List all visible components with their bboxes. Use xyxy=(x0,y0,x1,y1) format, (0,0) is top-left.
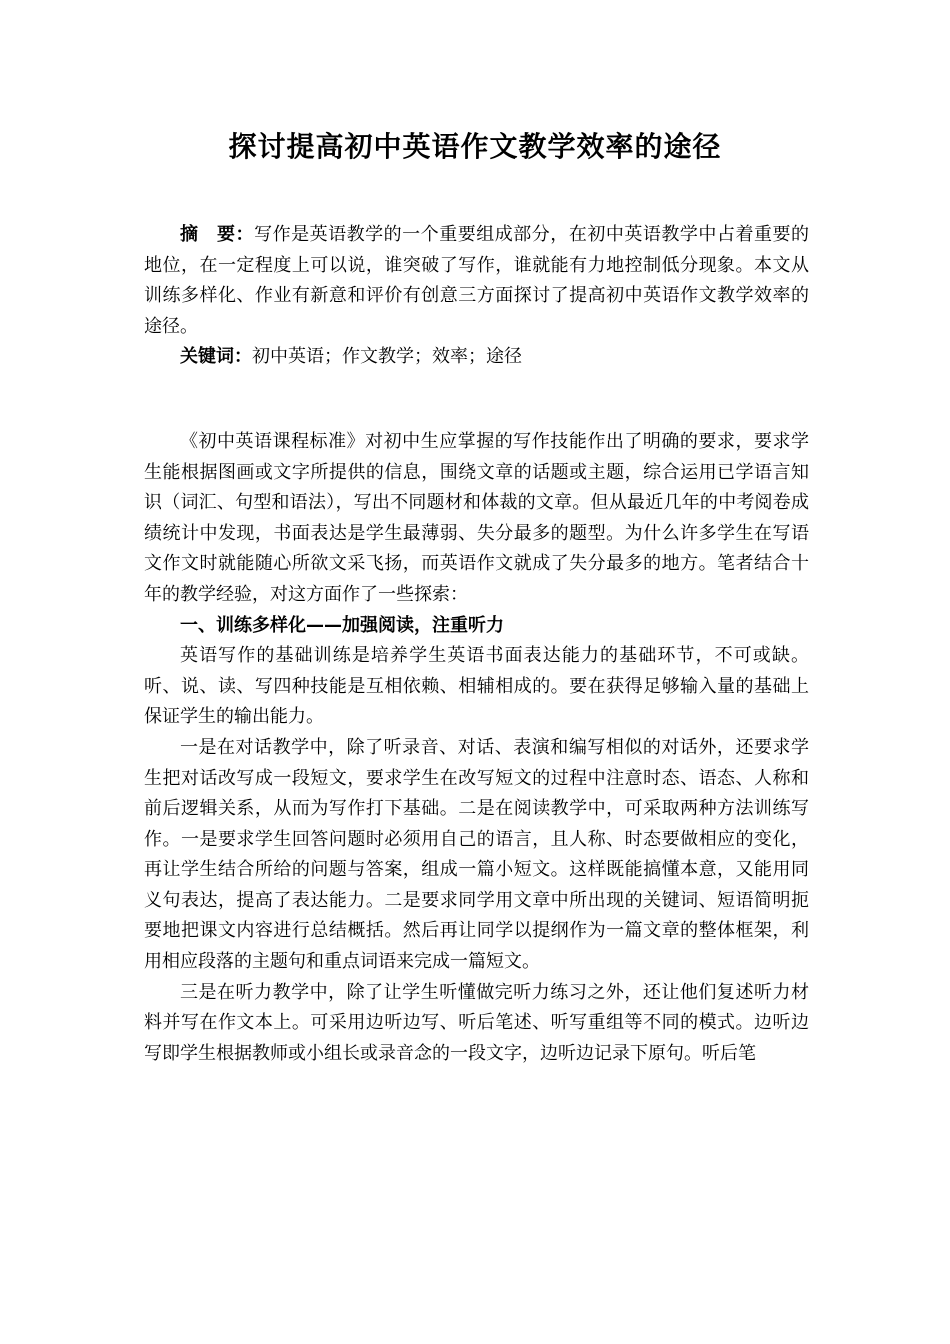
document-body xyxy=(144,220,809,1069)
abstract-text: 写作是英语教学的一个重要组成部分，在初中英语教学中占着重要的地位，在一定程度上可以说，谁突破了写作，谁就能有力地控制低分现象。本文从训练多样化、作业有新意和评价有创意三方面探讨了提高初中英语作文教学效率的途径。 xyxy=(144,224,809,337)
abstract xyxy=(144,220,809,342)
intro-paragraph: 《初中英语课程标准》对初中生应掌握的写作技能作出了明确的要求，要求学生能根据图画或文字所提供的信息，围绕文章的话题或主题，综合运用已学语言知识（词汇、句型和语法），写出不同题材和体裁的文章。但从最近几年的中考阅卷成绩统计中发现，书面表达是学生最薄弱、失分最多的题型。为什么许多学生在写语文作文时就能随心所欲文采飞扬，而英语作文就成了失分最多的地方。笔者结合十年的教学经验，对这方面作了一些探索： xyxy=(144,430,809,605)
abstract-label: 摘 要： xyxy=(180,224,255,245)
keywords-text: 初中英语；作文教学；效率；途径 xyxy=(252,346,522,368)
paragraph-1: 英语写作的基础训练是培养学生英语书面表达能力的基础环节，不可或缺。听、说、读、写四种技能是互相依赖、相辅相成的。要在获得足够输入量的基础上保证学生的输出能力。 xyxy=(144,645,809,728)
paragraph-3: 三是在听力教学中，除了让学生听懂做完听力练习之外，还让他们复述听力材料并写在作文本上。可采用边听边写、听后笔述、听写重组等不同的模式。边听边写即学生根据教师或小组长或录音念的一段文字，边听边记录下原句。听后笔 xyxy=(144,981,809,1064)
keywords xyxy=(144,342,809,373)
paragraph-2: 一是在对话教学中，除了听录音、对话、表演和编写相似的对话外，还要求学生把对话改写成一段短文，要求学生在改写短文的过程中注意时态、语态、人称和前后逻辑关系，从而为写作打下基础。二是在阅读教学中，可采取两种方法训练写作。一是要求学生回答问题时必须用自己的语言，且人称、时态要做相应的变化，再让学生结合所给的问题与答案，组成一篇小短文。这样既能搞懂本意，又能用同义句表达，提高了表达能力。二是要求同学用文章中所出现的关键词、短语简明扼要地把课文内容进行总结概括。然后再让同学以提纲作为一篇文章的整体框架，利用相应段落的主题句和重点词语来完成一篇短文。 xyxy=(144,736,809,973)
spacer xyxy=(144,373,809,427)
section-heading-1: 一、训练多样化——加强阅读，注重听力 xyxy=(180,614,504,636)
keywords-label: 关键词： xyxy=(180,346,252,368)
page-title: 探讨提高初中英语作文教学效率的途径 xyxy=(228,130,722,163)
